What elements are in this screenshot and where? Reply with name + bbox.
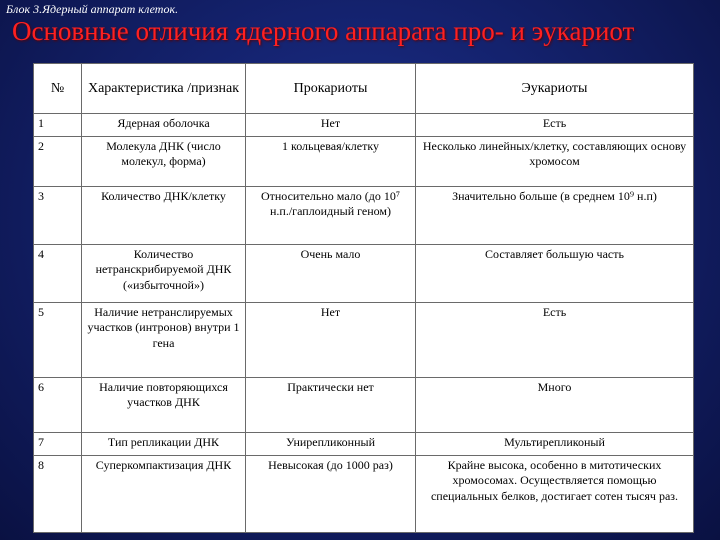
table-row	[34, 114, 694, 137]
table-header-row	[34, 64, 694, 114]
table-row	[34, 245, 694, 303]
table-row	[34, 456, 694, 533]
table-row	[34, 187, 694, 245]
row-prokaryotes: Нет	[246, 114, 416, 137]
comparison-table	[33, 63, 694, 533]
row-prokaryotes: Очень мало	[246, 245, 416, 303]
row-feature: Молекула ДНК (число молекул, форма)	[82, 137, 246, 187]
row-eukaryotes: Крайне высока, особенно в митотических хромосомах. Осуществляется помощью специальных белков, достигает сотен тысяч раз.	[416, 456, 694, 533]
row-feature: Количество ДНК/клетку	[82, 187, 246, 245]
table-row	[34, 137, 694, 187]
row-prokaryotes: Практически нет	[246, 378, 416, 433]
row-eukaryotes: Есть	[416, 303, 694, 378]
row-number: 1	[34, 114, 82, 137]
row-eukaryotes: Составляет большую часть	[416, 245, 694, 303]
row-feature: Наличие повторяющихся участков ДНК	[82, 378, 246, 433]
row-eukaryotes: Много	[416, 378, 694, 433]
row-number: 8	[34, 456, 82, 533]
row-prokaryotes: Относительно мало (до 10⁷ н.п./гаплоидный геном)	[246, 187, 416, 245]
row-eukaryotes: Значительно больше (в среднем 10⁹ н.п)	[416, 187, 694, 245]
column-header-feature: Характеристика /признак	[82, 64, 246, 114]
table-row	[34, 303, 694, 378]
row-number: 3	[34, 187, 82, 245]
column-header-prokaryotes: Прокариоты	[246, 64, 416, 114]
row-number: 4	[34, 245, 82, 303]
row-prokaryotes: Нет	[246, 303, 416, 378]
row-feature: Тип репликации ДНК	[82, 433, 246, 456]
table-row	[34, 433, 694, 456]
row-number: 5	[34, 303, 82, 378]
row-feature: Наличие нетранслируемых участков (интронов) внутри 1 гена	[82, 303, 246, 378]
row-eukaryotes: Несколько линейных/клетку, составляющих основу хромосом	[416, 137, 694, 187]
row-feature: Ядерная оболочка	[82, 114, 246, 137]
row-eukaryotes: Мультирепликоный	[416, 433, 694, 456]
column-header-eukaryotes: Эукариоты	[416, 64, 694, 114]
column-header-number: №	[34, 64, 82, 114]
row-number: 7	[34, 433, 82, 456]
row-number: 2	[34, 137, 82, 187]
row-feature: Количество нетранскрибируемой ДНК («избыточной»)	[82, 245, 246, 303]
slide-title: Основные отличия ядерного аппарата про- и эукариот	[12, 16, 635, 46]
row-eukaryotes: Есть	[416, 114, 694, 137]
row-number: 6	[34, 378, 82, 433]
block-label: Блок 3.Ядерный аппарат клеток.	[6, 2, 179, 16]
row-prokaryotes: Невысокая (до 1000 раз)	[246, 456, 416, 533]
table-row	[34, 378, 694, 433]
row-feature: Суперкомпактизация ДНК	[82, 456, 246, 533]
row-prokaryotes: Унирепликонный	[246, 433, 416, 456]
row-prokaryotes: 1 кольцевая/клетку	[246, 137, 416, 187]
